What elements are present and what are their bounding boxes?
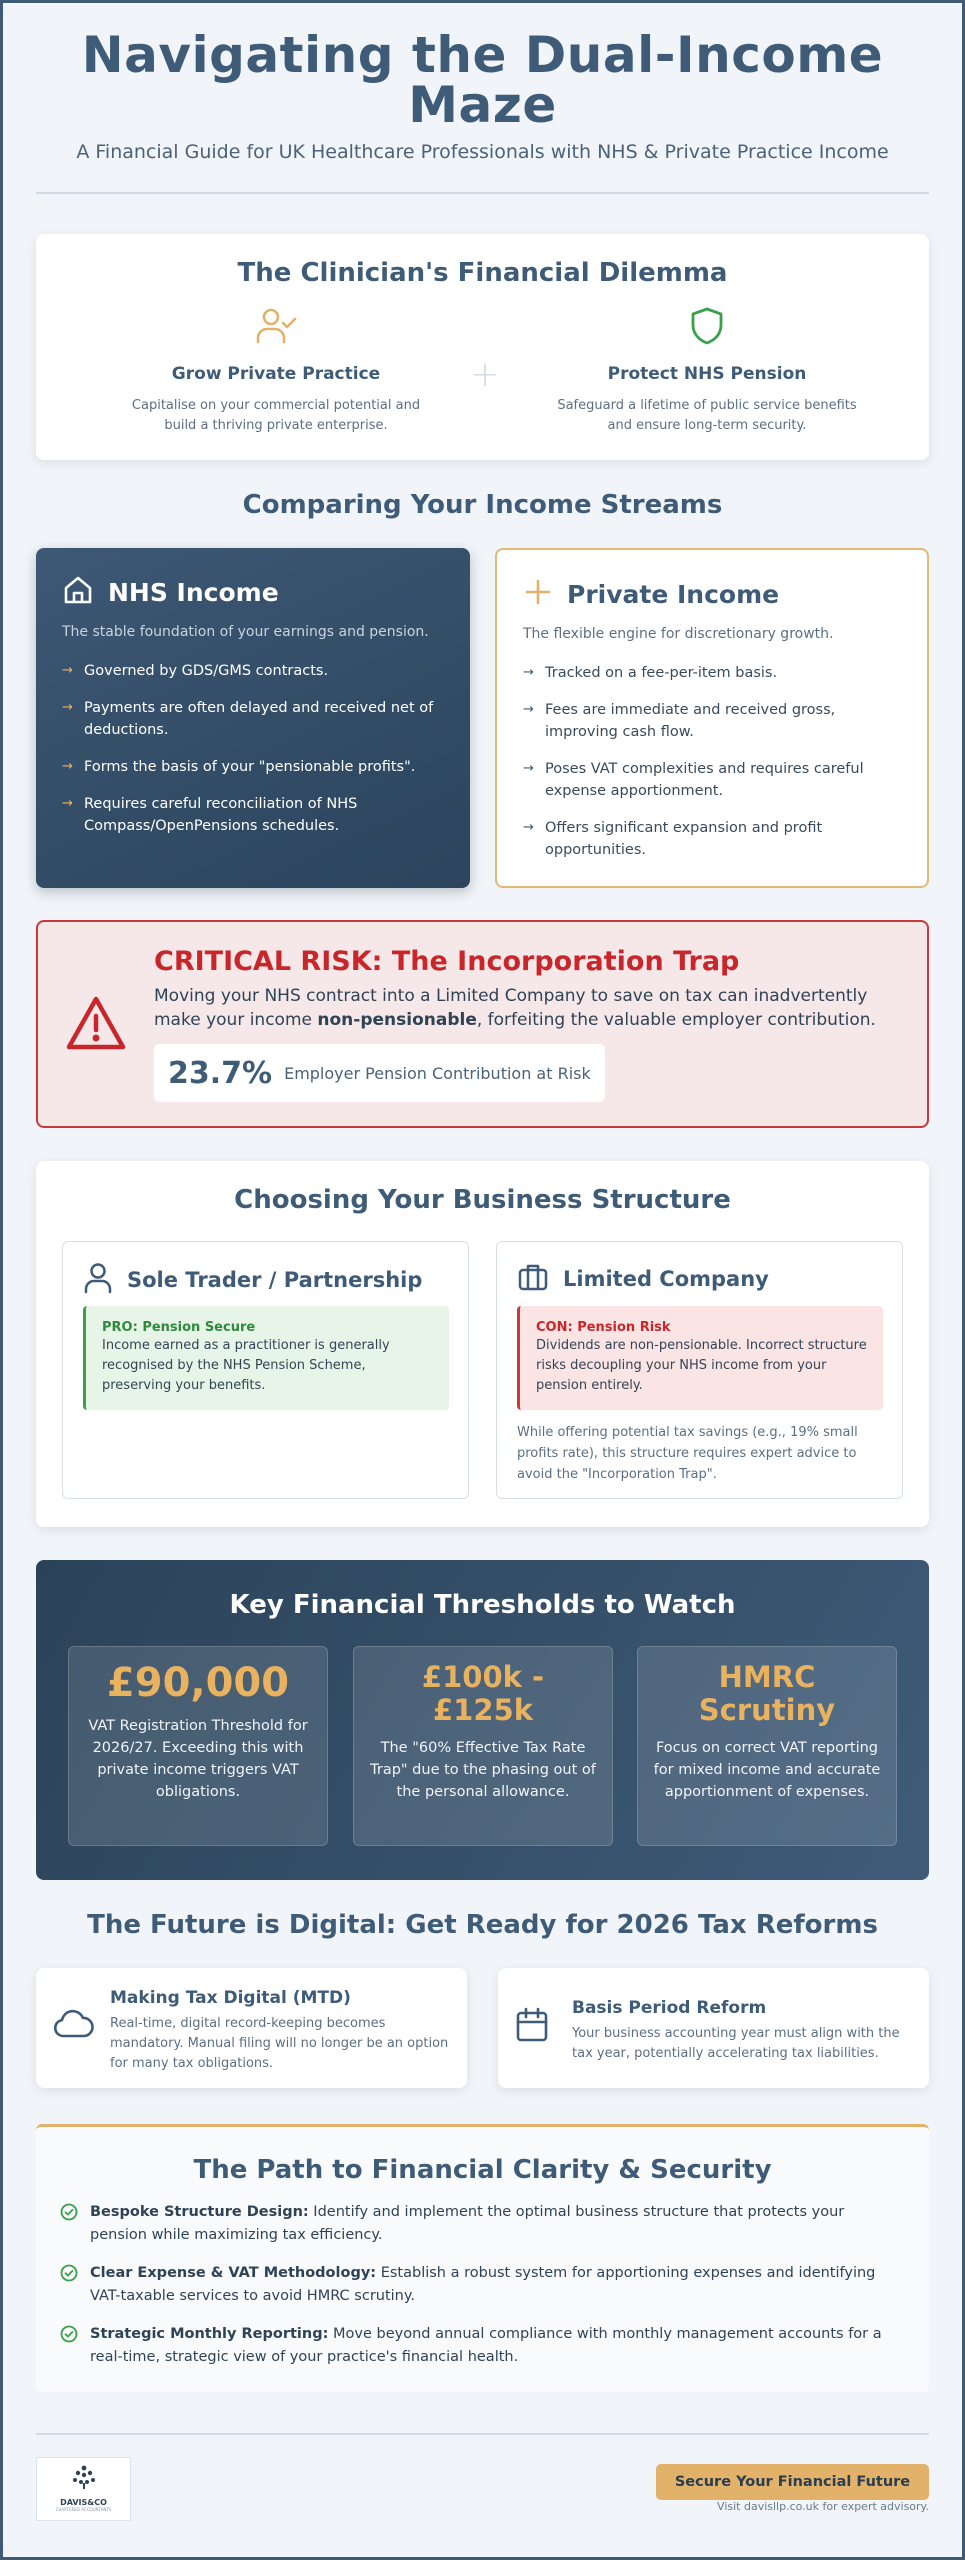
risk-stat	[154, 1044, 605, 1102]
calendar-icon	[514, 2006, 550, 2048]
dilemma-item-private	[126, 304, 426, 436]
sole-trader-box	[62, 1241, 469, 1499]
threshold-value: £90,000	[106, 1660, 290, 1706]
arrow-icon: →	[62, 759, 73, 774]
logo-mark-icon	[69, 2464, 99, 2490]
private-income-title: Private Income	[567, 579, 780, 609]
check-circle-icon	[60, 2201, 90, 2247]
sole-trader-title: Sole Trader / Partnership	[127, 1268, 423, 1292]
path-item: Strategic Monthly Reporting: Move beyond annual compliance with monthly management accounts for a real-time, strategic view of your practice's financial health.	[60, 2323, 900, 2369]
arrow-icon: →	[62, 796, 73, 811]
list-item: → Tracked on a fee-per-item basis.	[523, 662, 901, 684]
risk-text: Moving your NHS contract into a Limited Company to save on tax can inadvertently make your income non-pensionable, forfeiting the valuable employer contribution.	[154, 986, 876, 1030]
path-title: The Path to Financial Clarity & Security	[193, 2155, 772, 2185]
list-item: → Forms the basis of your "pensionable profits".	[62, 756, 444, 778]
pro-note-title: PRO: Pension Secure	[102, 1320, 256, 1335]
path-item: Bespoke Structure Design: Identify and implement the optimal business structure that protects your pension while maximizing tax efficiency.	[60, 2201, 900, 2247]
mtd-desc: Real-time, digital record-keeping becomes mandatory. Manual filing will no longer be an option for many tax obligations.	[110, 2016, 449, 2071]
list-item: → Governed by GDS/GMS contracts.	[62, 660, 444, 682]
page-subtitle: A Financial Guide for UK Healthcare Professionals with NHS & Private Practice Income	[76, 141, 889, 163]
risk-title: CRITICAL RISK: The Incorporation Trap	[154, 946, 740, 977]
structure-title: Choosing Your Business Structure	[234, 1185, 731, 1215]
arrow-icon: →	[523, 761, 534, 776]
shield-icon	[557, 304, 857, 348]
private-income-list	[523, 662, 901, 861]
con-note-text: Dividends are non-pensionable. Incorrect structure risks decoupling your NHS income from your pension entirely.	[536, 1338, 867, 1393]
thresholds-panel	[36, 1560, 929, 1880]
threshold-desc: The "60% Effective Tax Rate Trap" due to the phasing out of the personal allowance.	[370, 1740, 596, 1800]
plus-icon	[523, 577, 553, 611]
threshold-desc: Focus on correct VAT reporting for mixed income and accurate apportionment of expenses.	[653, 1740, 881, 1800]
logo-subtext: CHARTERED ACCOUNTANTS	[55, 2507, 112, 2512]
dilemma-title: The Clinician's Financial Dilemma	[237, 258, 728, 288]
mtd-title: Making Tax Digital (MTD)	[110, 1988, 351, 2008]
check-circle-icon	[60, 2323, 90, 2369]
threshold-vat	[68, 1646, 328, 1846]
footer-divider	[36, 2433, 929, 2435]
limited-company-title: Limited Company	[563, 1267, 769, 1291]
briefcase-icon	[517, 1262, 549, 1296]
path-item: Clear Expense & VAT Methodology: Establish a robust system for apportioning expenses and identifying VAT-taxable services to avoid HMRC scrutiny.	[60, 2262, 900, 2308]
limited-company-note: While offering potential tax savings (e.g., 19% small profits rate), this structure requires expert advice to avoid the "Incorporation Trap".	[517, 1425, 858, 1482]
plus-icon: +	[470, 354, 501, 395]
critical-risk-banner	[36, 920, 929, 1128]
divider	[36, 192, 929, 194]
pro-note	[83, 1306, 449, 1410]
dilemma-item-title: Protect NHS Pension	[607, 364, 807, 384]
cta-subtext: Visit davisllp.co.uk for expert advisory.	[717, 2500, 929, 2513]
page-title: Navigating the Dual-Income Maze	[81, 26, 884, 134]
list-item: → Offers significant expansion and profit opportunities.	[523, 817, 901, 861]
arrow-icon: →	[523, 702, 534, 717]
threshold-tax-trap	[353, 1646, 613, 1846]
dilemma-item-desc: Safeguard a lifetime of public service benefits and ensure long-term security.	[557, 398, 857, 433]
con-note	[517, 1306, 883, 1410]
thresholds-title: Key Financial Thresholds to Watch	[229, 1590, 736, 1620]
basis-period-title: Basis Period Reform	[572, 1998, 767, 2018]
user-check-icon	[126, 304, 426, 348]
threshold-value: HMRC Scrutiny	[698, 1660, 836, 1727]
user-icon	[83, 1262, 113, 1298]
list-item: → Payments are often delayed and received net of deductions.	[62, 697, 444, 741]
logo-text: DAVIS&CO	[60, 2498, 107, 2507]
dilemma-item-pension	[557, 304, 857, 436]
dilemma-item-title: Grow Private Practice	[171, 364, 381, 384]
path-section	[36, 2124, 929, 2392]
basis-period-card	[498, 1968, 929, 2088]
structure-card	[36, 1161, 929, 1527]
warning-icon	[64, 994, 128, 1056]
arrow-icon: →	[62, 700, 73, 715]
company-logo	[36, 2457, 131, 2521]
nhs-income-title: NHS Income	[108, 577, 279, 607]
con-note-title: CON: Pension Risk	[536, 1320, 671, 1335]
risk-stat-label: Employer Pension Contribution at Risk	[284, 1063, 591, 1083]
private-income-lead: The flexible engine for discretionary growth.	[523, 626, 834, 642]
dilemma-item-desc: Capitalise on your commercial potential and build a thriving private enterprise.	[131, 398, 421, 433]
mtd-card	[36, 1968, 467, 2088]
threshold-desc: VAT Registration Threshold for 2026/27. Exceeding this with private income triggers VAT obligations.	[88, 1718, 308, 1800]
list-item: → Fees are immediate and received gross, improving cash flow.	[523, 699, 901, 743]
private-income-card	[495, 548, 929, 888]
risk-stat-value: 23.7%	[168, 1055, 273, 1091]
secure-future-button[interactable]: Secure Your Financial Future	[656, 2464, 929, 2500]
limited-company-box	[496, 1241, 903, 1499]
pro-note-text: Income earned as a practitioner is generally recognised by the NHS Pension Scheme, preserving your benefits.	[102, 1338, 390, 1393]
arrow-icon: →	[62, 663, 73, 678]
dilemma-card	[36, 234, 929, 460]
cloud-icon	[52, 2008, 94, 2044]
list-item: → Poses VAT complexities and requires careful expense apportionment.	[523, 758, 901, 802]
nhs-income-list	[62, 660, 444, 837]
arrow-icon: →	[523, 820, 534, 835]
arrow-icon: →	[523, 665, 534, 680]
nhs-income-lead: The stable foundation of your earnings and pension.	[62, 624, 429, 640]
nhs-income-card	[36, 548, 470, 888]
digital-title: The Future is Digital: Get Ready for 2026 Tax Reforms	[87, 1910, 878, 1940]
threshold-value: £100k - £125k	[421, 1660, 545, 1727]
list-item: → Requires careful reconciliation of NHS Compass/OpenPensions schedules.	[62, 793, 444, 837]
threshold-hmrc	[637, 1646, 897, 1846]
comparison-title: Comparing Your Income Streams	[242, 490, 723, 520]
check-circle-icon	[60, 2262, 90, 2308]
home-icon	[62, 574, 94, 610]
basis-period-desc: Your business accounting year must align with the tax year, potentially accelerating tax liabilities.	[572, 2026, 900, 2061]
